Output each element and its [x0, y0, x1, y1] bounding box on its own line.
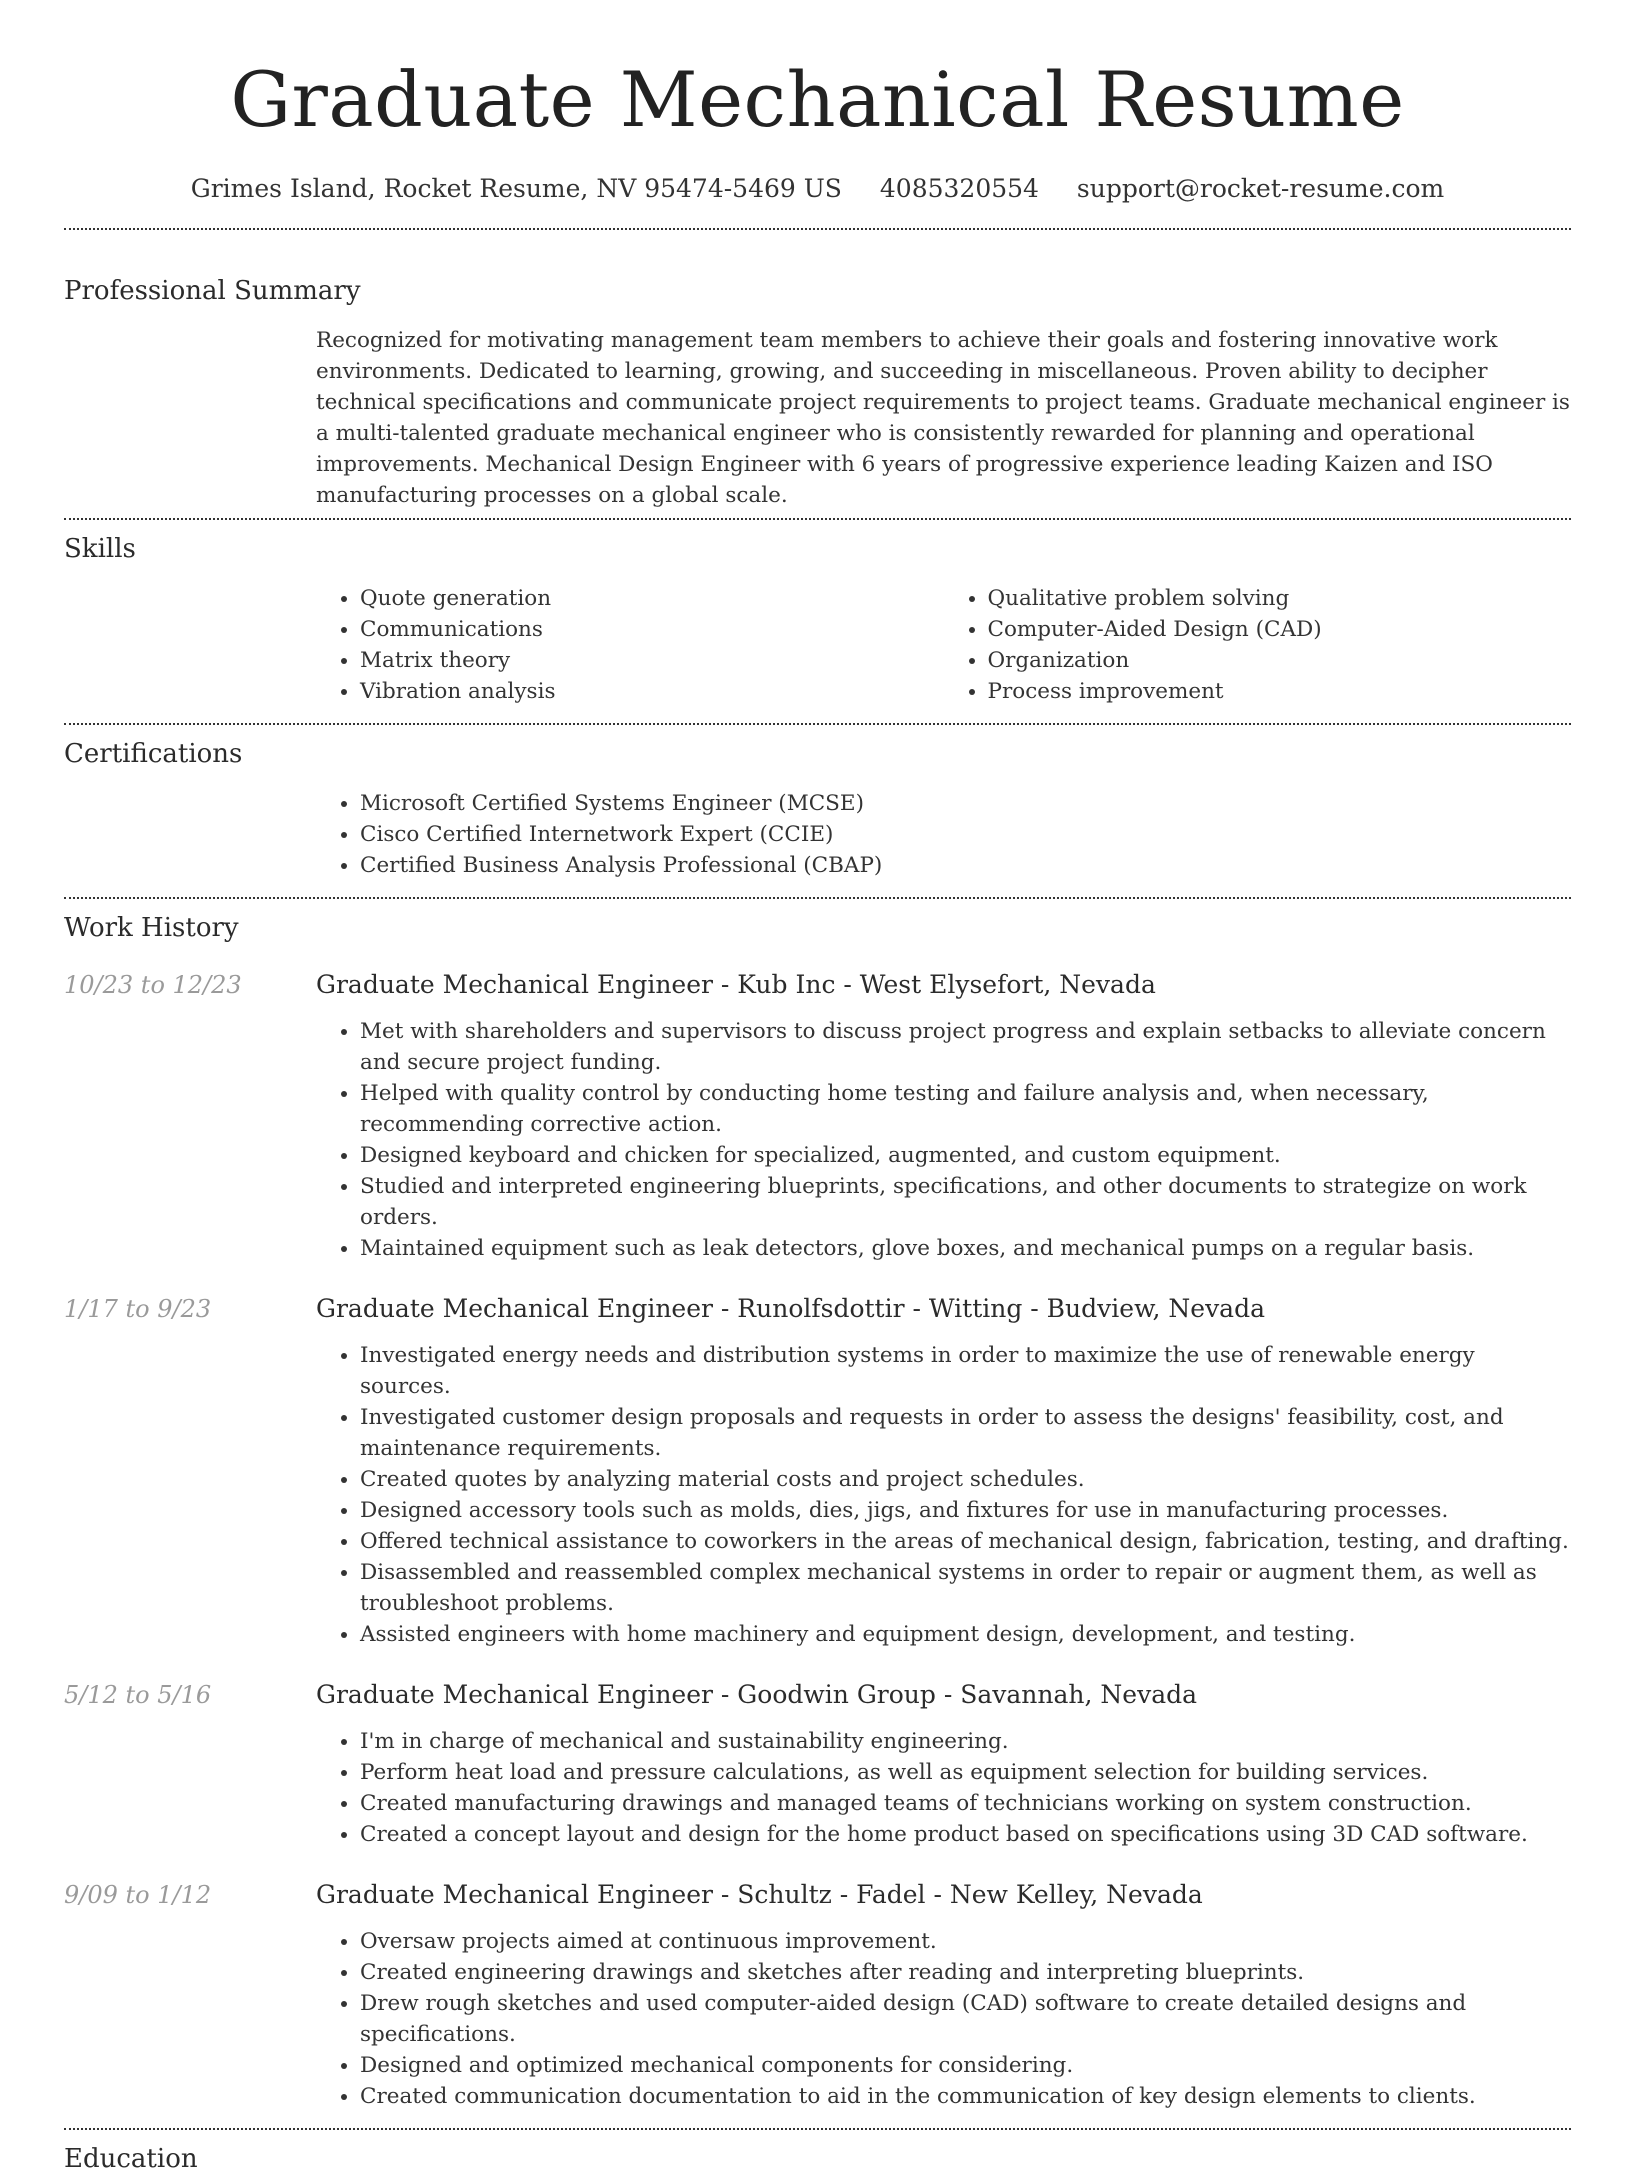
skill-item: • Computer-Aided Design (CAD): [988, 614, 1572, 645]
skills-heading: Skills: [64, 534, 136, 564]
summary-heading: Professional Summary: [64, 276, 361, 306]
skill-item: • Vibration analysis: [360, 676, 944, 707]
job-title: Graduate Mechanical Engineer - Runolfsdottir - Witting - Budview, Nevada: [316, 1294, 1265, 1323]
job-bullet: • Studied and interpreted engineering blueprints, specifications, and other documents to strategize on work orders.: [360, 1171, 1571, 1233]
job-bullets: [316, 1340, 1571, 1650]
divider: [64, 897, 1571, 899]
job-bullets: [316, 1016, 1571, 1264]
job-bullet: • Oversaw projects aimed at continuous improvement.: [360, 1926, 1571, 1957]
job-bullet: • Created engineering drawings and sketches after reading and interpreting blueprints.: [360, 1957, 1571, 1988]
divider: [64, 228, 1571, 230]
contact-email: support@rocket-resume.com: [1076, 174, 1445, 203]
job-entry: [64, 968, 1571, 1264]
skills-section: [64, 532, 1571, 707]
job-title: Graduate Mechanical Engineer - Schultz - Fadel - New Kelley, Nevada: [316, 1880, 1203, 1909]
resume-name: Graduate Mechanical Resume: [230, 55, 1405, 144]
job-bullet: • Investigated energy needs and distribution systems in order to maximize the use of renewable energy sources.: [360, 1340, 1571, 1402]
summary-text: Recognized for motivating management team members to achieve their goals and fostering innovative work environments. Dedicated to learning, growing, and succeeding in miscellaneous. Proven ability to decipher technical specifications and communicate project requirements to project teams. Graduate mechanical engineer is a multi-talented graduate mechanical engineer who is consistently rewarded for planning and operational improvements. Mechanical Design Engineer with 6 years of progressive experience leading Kaizen and ISO manufacturing processes on a global scale.: [316, 328, 1570, 508]
job-dates: 1/17 to 9/23: [64, 1295, 212, 1323]
job-bullet: • Created a concept layout and design for the home product based on specifications using 3D CAD software.: [360, 1819, 1571, 1850]
job-bullet: • Disassembled and reassembled complex mechanical systems in order to repair or augment them, as well as troubleshoot problems.: [360, 1557, 1571, 1619]
skill-item: • Communications: [360, 614, 944, 645]
contact-address: Grimes Island, Rocket Resume, NV 95474-5469 US: [190, 174, 842, 203]
certification-item: • Certified Business Analysis Professional (CBAP): [360, 850, 1571, 881]
divider: [64, 2128, 1571, 2130]
job-entry: [64, 1878, 1571, 2112]
work-history-heading: Work History: [64, 913, 239, 943]
skill-item: • Qualitative problem solving: [988, 583, 1572, 614]
job-bullet: • Created quotes by analyzing material costs and project schedules.: [360, 1464, 1571, 1495]
job-title: Graduate Mechanical Engineer - Kub Inc - West Elysefort, Nevada: [316, 970, 1156, 999]
job-bullet: • Helped with quality control by conducting home testing and failure analysis and, when necessary, recommending corrective action.: [360, 1078, 1571, 1140]
resume-page: [64, 0, 1571, 2176]
job-bullet: • Assisted engineers with home machinery and equipment design, development, and testing.: [360, 1619, 1571, 1650]
education-heading: Education: [64, 2144, 198, 2174]
skill-item: • Matrix theory: [360, 645, 944, 676]
work-history-section: [64, 911, 1571, 2112]
certification-item: • Cisco Certified Internetwork Expert (CCIE): [360, 819, 1571, 850]
job-entry: [64, 1678, 1571, 1850]
job-bullet: • Met with shareholders and supervisors to discuss project progress and explain setbacks to alleviate concern and secure project funding.: [360, 1016, 1571, 1078]
job-dates: 10/23 to 12/23: [64, 971, 242, 999]
job-bullet: • Perform heat load and pressure calculations, as well as equipment selection for building services.: [360, 1757, 1571, 1788]
job-title: Graduate Mechanical Engineer - Goodwin Group - Savannah, Nevada: [316, 1680, 1198, 1709]
job-bullet: • Drew rough sketches and used computer-aided design (CAD) software to create detailed designs and specifications.: [360, 1988, 1571, 2050]
job-bullet: • Offered technical assistance to coworkers in the areas of mechanical design, fabrication, testing, and drafting.: [360, 1526, 1571, 1557]
divider: [64, 723, 1571, 725]
job-bullets: [316, 1726, 1571, 1850]
certification-item: • Microsoft Certified Systems Engineer (MCSE): [360, 788, 1571, 819]
summary-content: [316, 325, 1571, 511]
certifications-list: [316, 788, 1571, 881]
divider: [64, 518, 1571, 520]
summary-section: [64, 274, 1571, 511]
job-bullet: • Designed and optimized mechanical components for considering.: [360, 2050, 1571, 2081]
certifications-section: [64, 737, 1571, 881]
job-bullet: • Designed keyboard and chicken for specialized, augmented, and custom equipment.: [360, 1140, 1571, 1171]
skills-column-left: [316, 583, 944, 707]
job-entry: [64, 1292, 1571, 1650]
job-bullet: • Investigated customer design proposals and requests in order to assess the designs' feasibility, cost, and maintenance requirements.: [360, 1402, 1571, 1464]
contact-line: [64, 172, 1571, 206]
education-section: [64, 2142, 1571, 2176]
job-bullet: • I'm in charge of mechanical and sustainability engineering.: [360, 1726, 1571, 1757]
skill-item: • Process improvement: [988, 676, 1572, 707]
job-dates: 5/12 to 5/16: [64, 1681, 212, 1709]
job-bullets: [316, 1926, 1571, 2112]
skills-column-right: [944, 583, 1572, 707]
certifications-heading: Certifications: [64, 739, 243, 769]
skill-item: • Organization: [988, 645, 1572, 676]
job-bullet: • Designed accessory tools such as molds, dies, jigs, and fixtures for use in manufacturing processes.: [360, 1495, 1571, 1526]
skills-list: [316, 583, 1571, 707]
job-dates: 9/09 to 1/12: [64, 1881, 212, 1909]
job-bullet: • Created communication documentation to aid in the communication of key design elements to clients.: [360, 2081, 1571, 2112]
contact-phone: 4085320554: [879, 174, 1039, 203]
job-bullet: • Maintained equipment such as leak detectors, glove boxes, and mechanical pumps on a regular basis.: [360, 1233, 1571, 1264]
skill-item: • Quote generation: [360, 583, 944, 614]
job-bullet: • Created manufacturing drawings and managed teams of technicians working on system construction.: [360, 1788, 1571, 1819]
